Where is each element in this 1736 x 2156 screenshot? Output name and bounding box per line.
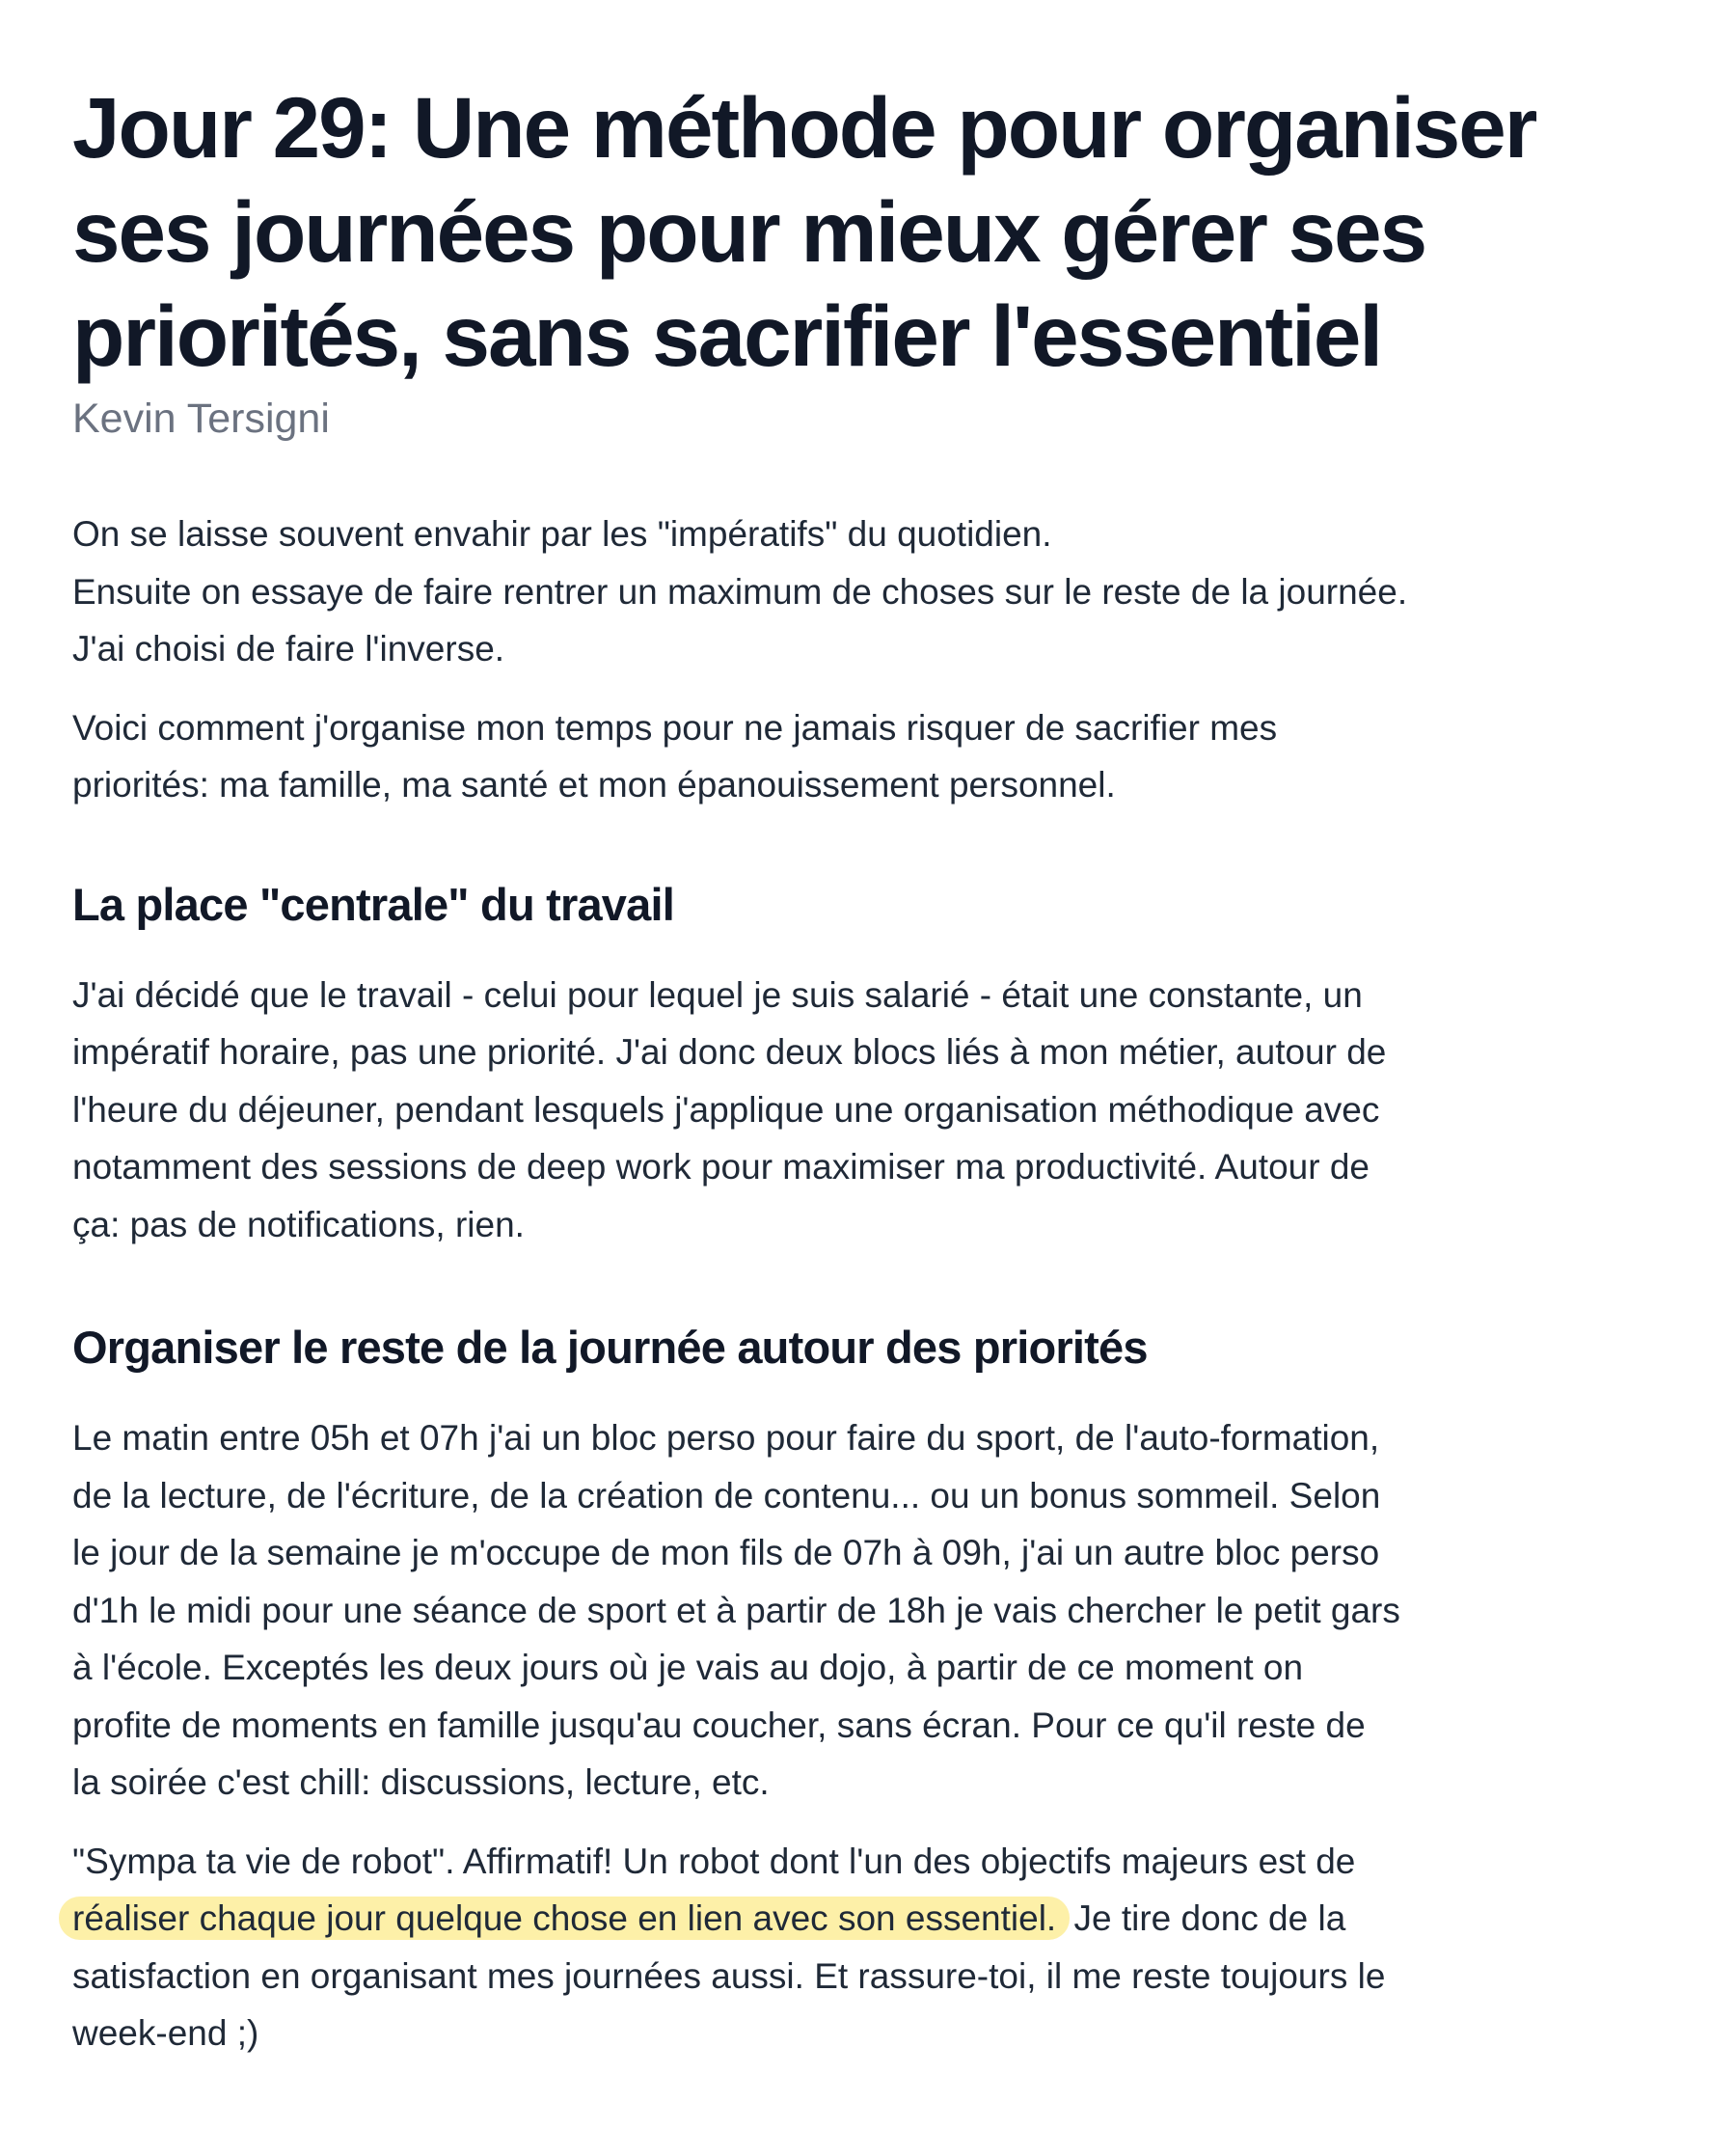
text-line: "Sympa ta vie de robot". Affirmatif! Un robot dont l'un des objectifs majeurs est de	[72, 1841, 1356, 1881]
text-line: ça: pas de notifications, rien.	[72, 1204, 525, 1244]
section-heading-work: La place "centrale" du travail	[72, 878, 674, 930]
intro-paragraph	[72, 505, 1664, 678]
text-line: Ensuite on essaye de faire rentrer un maximum de choses sur le reste de la journée.	[72, 571, 1408, 612]
text-line: la soirée c'est chill: discussions, lecture, etc.	[72, 1762, 770, 1802]
work-paragraph	[72, 967, 1664, 1254]
highlighted-text: réaliser chaque jour quelque chose en lien avec son essentiel.	[59, 1897, 1070, 1940]
priorities-paragraph	[72, 699, 1664, 814]
text-line: à l'école. Exceptés les deux jours où je vais au dojo, à partir de ce moment on	[72, 1648, 1304, 1687]
text-line: profite de moments en famille jusqu'au coucher, sans écran. Pour ce qu'il reste de	[72, 1705, 1366, 1745]
title-line: Jour 29: Une méthode pour organiser	[72, 79, 1536, 176]
text-line: impératif horaire, pas une priorité. J'ai donc deux blocs liés à mon métier, autour de	[72, 1032, 1387, 1072]
text-fragment: Je tire donc de la	[1064, 1898, 1346, 1938]
title-line: priorités, sans sacrifier l'essentiel	[72, 287, 1382, 384]
title-line: ses journées pour mieux gérer ses	[72, 183, 1426, 280]
text-line: J'ai décidé que le travail - celui pour lequel je suis salarié - était une constante, un	[72, 974, 1363, 1015]
section-heading-priorities: Organiser le reste de la journée autour des priorités	[72, 1322, 1148, 1373]
text-line: d'1h le midi pour une séance de sport et à partir de 18h je vais chercher le petit gars	[72, 1590, 1400, 1630]
text-line: On se laisse souvent envahir par les "impératifs" du quotidien.	[72, 514, 1052, 554]
text-line: l'heure du déjeuner, pendant lesquels j'applique une organisation méthodique avec	[72, 1089, 1380, 1130]
text-line	[72, 1890, 1664, 1948]
text-line: le jour de la semaine je m'occupe de mon fils de 07h à 09h, j'ai un autre bloc perso	[72, 1533, 1380, 1572]
day-schedule-paragraph	[72, 1409, 1664, 1812]
article-title	[72, 75, 1664, 388]
text-line: de la lecture, de l'écriture, de la création de contenu... ou un bonus sommeil. Selon	[72, 1475, 1381, 1515]
text-line: J'ai choisi de faire l'inverse.	[72, 629, 505, 669]
text-line: week-end ;)	[72, 2013, 259, 2053]
closing-paragraph	[72, 1833, 1664, 2062]
text-line: Voici comment j'organise mon temps pour ne jamais risquer de sacrifier mes	[72, 707, 1278, 748]
text-line: satisfaction en organisant mes journées aussi. Et rassure-toi, il me reste toujours le	[72, 1955, 1386, 1996]
text-line: notamment des sessions de deep work pour maximiser ma productivité. Autour de	[72, 1147, 1370, 1187]
article	[72, 75, 1664, 2062]
text-line: priorités: ma famille, ma santé et mon épanouissement personnel.	[72, 765, 1116, 805]
author-name: Kevin Tersigni	[72, 396, 330, 442]
text-line: Le matin entre 05h et 07h j'ai un bloc perso pour faire du sport, de l'auto-formation,	[72, 1418, 1380, 1458]
